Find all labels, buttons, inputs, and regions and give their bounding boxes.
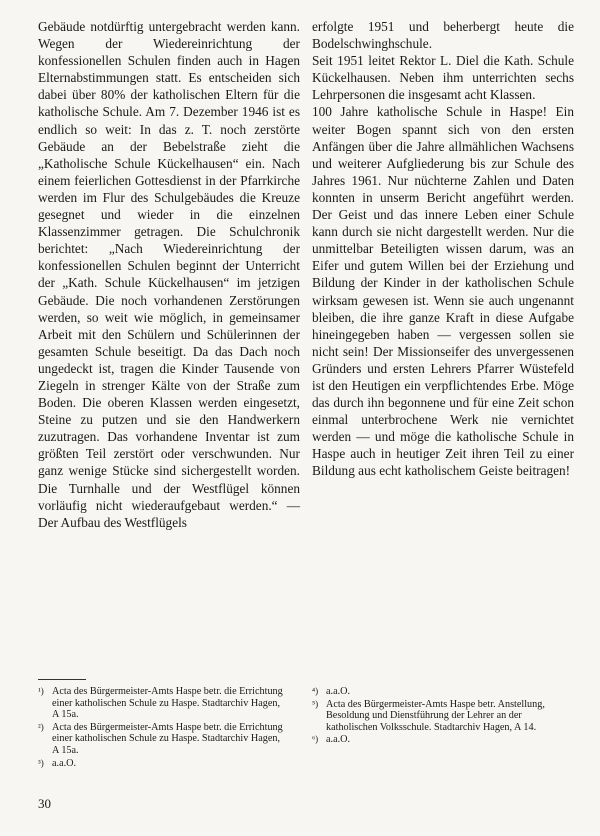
left-text-column [38, 18, 300, 531]
footnote [38, 758, 288, 770]
body-paragraph: Seit 1951 leitet Rektor L. Diel die Kath. Schule Kückelhausen. Neben ihm unterrichten sechs Lehrpersonen die insgesamt acht Klassen. [312, 53, 574, 103]
footnote [38, 686, 288, 721]
footnote-mark: ³) [38, 757, 44, 768]
footnote [312, 686, 562, 698]
footnote-mark: ¹) [38, 686, 44, 696]
footnote [312, 734, 562, 746]
footnote [38, 722, 288, 757]
footnote-mark: ²) [38, 721, 44, 732]
footnote-text: Acta des Bürgermeister-Amts Haspe betr. die Errichtung einer katholischen Schule zu Haspe. Stadtarchiv Hagen, A 15a. [52, 721, 283, 756]
footnote-text: Acta des Bürgermeister-Amts Haspe betr. Anstellung, Besoldung und Dienstführung der Lehrer an der katholischen Volksschule. Stadtarchiv Hagen, A 14. [326, 698, 545, 733]
footnote-text: a.a.O. [52, 757, 77, 769]
footnote-mark: ⁵) [312, 698, 319, 709]
footnotes-left [38, 686, 288, 770]
footnote-mark: ⁶) [312, 734, 319, 745]
footnote-text: a.a.O. [326, 686, 351, 697]
body-paragraph: 100 Jahre katholische Schule in Haspe! Ein weiter Bogen spannt sich von den ersten Anfängen über die Jahre allmählichen Wachsens und weiterer Aufgliederung bis zur Schule des Jahres 1961. Nur nüchterne Zahlen und Daten konnten in unserm Bericht angeführt werden. Der Geist und das innere Leben einer Schule kann durch sie nicht dargestellt werden. Nur die unmittelbar Beteiligten wissen darum, was an Eifer und gutem Willen bei der Erziehung und Bildung der Kinder in der katholischen Schule wirksam gewesen ist. Wenn sie auch ungenannt bleiben, die ihre ganze Kraft in diese Aufgabe hineingegeben haben — vergessen sollen sie nicht sein! Der Missionseifer des unvergessenen Gründers und ersten Lehrers Pfarrer Wüstefeld ist den Heutigen ein verpflichtendes Erbe. Möge das durch ihn begonnene und für eine Zeit schon einmal unterbrochene Werk nie vernichtet werden — und möge die katholische Schule in Haspe auch in heutiger Zeit ihren Teil zu einer Bildung aus echt katholischem Geiste beitragen! [312, 104, 574, 479]
body-paragraph: Gebäude notdürftig untergebracht werden kann. Wegen der Wiedereinrichtung der konfessionellen Schulen finden auch in Hagen Elternabstimmungen statt. Es entscheiden sich dabei über 80% der katholischen Eltern für die katholische Schule. Am 7. Dezember 1946 ist es endlich so weit: In das z. T. noch zerstörte Gebäude an der Bebelstraße zieht die „Katholische Schule Kückelhausen“ ein. Nach einem feierlichen Gottesdienst in der Pfarrkirche werden im Flur des Schulgebäudes die Kreuze gesegnet und wieder in die einzelnen Klassenzimmer getragen. Die Schulchronik berichtet: „Nach Wiedereinrichtung der konfessionellen Schulen beginnt der Unterricht der „Kath. Schule Kückelhausen“ im jetzigen Gebäude. Die noch vorhandenen Zerstörungen werden, so weit wie möglich, in gemeinsamer Arbeit mit den Schülern und Schülerinnen der gesamten Schule beseitigt. Da das Dach noch ungedeckt ist, tragen die Kinder Tausende von Ziegeln in strenger Kälte von der Straße zum Boden. Die oberen Klassen werden eingesetzt, Steine zu putzen und sie den Handwerkern zuzutragen. Das vorhandene Inventar ist zum größten Teil zerstört oder verschwunden. Nur ganz wenige Stücke sind sichergestellt worden. Die Turnhalle und der Westflügel können vorläufig nicht wiederaufgebaut werden.“ — Der Aufbau des Westflügels [38, 19, 300, 530]
footnotes-right [312, 686, 562, 747]
footnote-mark: ⁴) [312, 686, 319, 696]
right-text-column [312, 18, 574, 480]
footnote-text: Acta des Bürgermeister-Amts Haspe betr. die Errichtung einer katholischen Schule zu Haspe. Stadtarchiv Hagen, A 15a. [52, 686, 283, 721]
footnote-divider [38, 679, 86, 680]
body-paragraph: erfolgte 1951 und beherbergt heute die Bodelschwinghschule. [312, 19, 574, 52]
footnote-text: a.a.O. [326, 734, 351, 746]
page-number: 30 [38, 796, 51, 811]
footnote [312, 699, 562, 734]
